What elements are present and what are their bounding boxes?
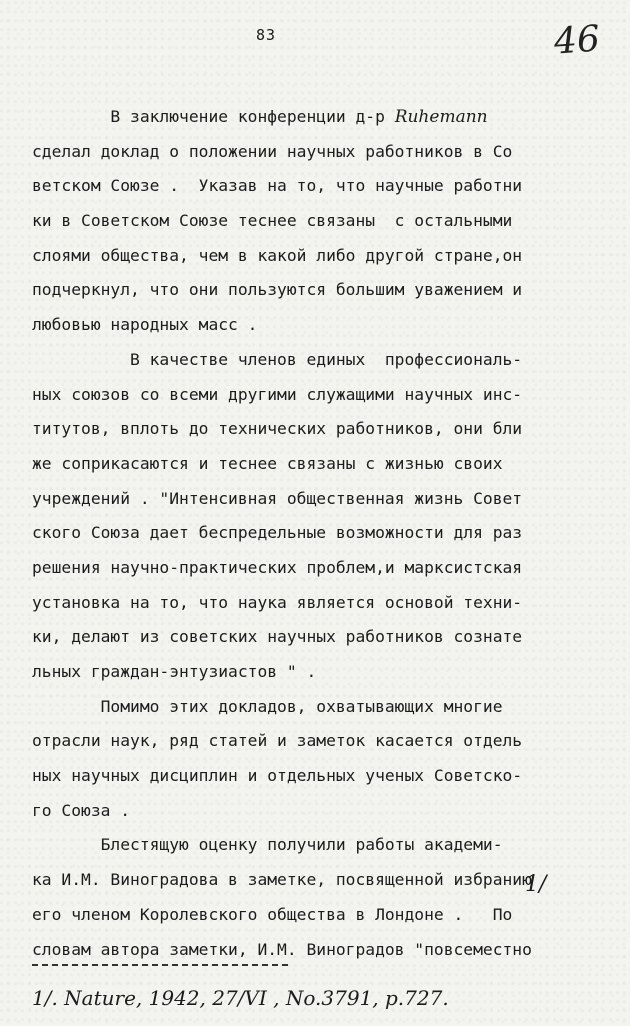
text-line-content: Помимо этих докладов, охватывающих многие: [32, 696, 503, 716]
body-text: [32, 100, 624, 967]
text-line: [32, 100, 624, 135]
text-line-content: ского Союза дает беспредельные возможности для раз: [32, 523, 523, 543]
text-line-content: В заключение конференции д-р: [32, 107, 395, 126]
text-line-content: ки, делают из советских научных работников сознате: [32, 627, 523, 647]
text-line-content: слоями общества, чем в какой либо другой стране,он: [32, 245, 523, 265]
text-line-content: ных научных дисциплин и отдельных ученых Советско-: [32, 766, 523, 786]
text-line: [32, 516, 624, 551]
text-line-content: любовью народных масс .: [32, 315, 258, 335]
text-line-content: го Союза .: [32, 800, 131, 820]
text-line: [32, 412, 624, 447]
text-line: [32, 620, 624, 655]
text-line: [32, 690, 624, 725]
text-line: [32, 655, 624, 690]
footnote: 1/. Nature, 1942, 27/VI , No.3791, p.727.: [32, 986, 449, 1010]
text-line: [32, 169, 624, 204]
text-line-content: льных граждан-энтузиастов " .: [32, 662, 317, 681]
text-line: [32, 828, 624, 863]
text-line-content: сделал доклад о положении научных работников в Со: [32, 141, 513, 161]
text-line-content: установка на то, что наука является основой техни-: [32, 592, 523, 612]
text-line: [32, 482, 624, 517]
text-line: [32, 343, 624, 378]
text-line: [32, 759, 624, 794]
text-line-content: ных союзов со всеми другими служащими научных инс-: [32, 384, 523, 404]
footnote-separator: [32, 964, 288, 966]
text-line: [32, 204, 624, 239]
text-line: [32, 898, 624, 933]
text-line: [32, 239, 624, 274]
text-line-content: титутов, вплоть до технических работников, они бли: [32, 419, 523, 439]
text-line: [32, 724, 624, 759]
text-line-content: подчеркнул, что они пользуются большим уважением и: [32, 280, 523, 300]
text-line: [32, 794, 624, 829]
text-line: [32, 551, 624, 586]
text-line-content: отрасли наук, ряд статей и заметок касается отдель: [32, 731, 523, 751]
text-line-content: Блестящую оценку получили работы академи-: [32, 835, 503, 855]
text-line-content: учреждений . "Интенсивная общественная жизнь Совет: [32, 488, 523, 508]
folio-number: 46: [552, 18, 602, 63]
text-line-content: словам автора заметки, И.М. Виноградов "повсеместно: [32, 939, 532, 959]
text-line: [32, 308, 624, 343]
text-line: [32, 378, 624, 413]
text-line-content: ветском Союзе . Указав на то, что научные работни: [32, 176, 523, 196]
page-number: 83: [256, 26, 277, 44]
text-line-content: В качестве членов единых профессиональ-: [32, 349, 523, 369]
footnote-reference-mark: 1/: [525, 872, 547, 897]
text-line-content: же соприкасаются и теснее связаны с жизнью своих: [32, 453, 503, 473]
handwritten-name: Ruhemann: [394, 107, 488, 127]
text-line: [32, 273, 624, 308]
text-line: [32, 135, 624, 170]
text-line-content: ка И.М. Виноградова в заметке, посвященной избранию: [32, 870, 532, 890]
text-line-content: его членом Королевского общества в Лондоне . По: [32, 904, 513, 924]
text-line: [32, 933, 624, 968]
text-line: [32, 447, 624, 482]
text-line-content: ки в Советском Союзе теснее связаны с остальными: [32, 211, 513, 231]
text-line-content: решения научно-практических проблем,и марксистская: [32, 557, 523, 577]
text-line: [32, 586, 624, 621]
